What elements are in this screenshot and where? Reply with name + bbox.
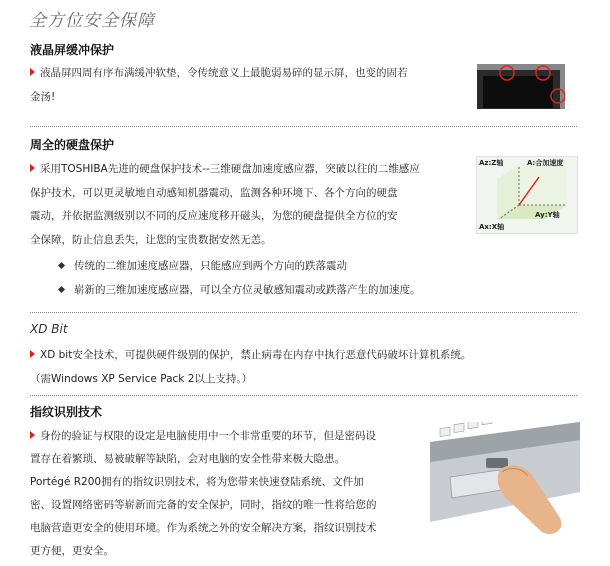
divider bbox=[30, 126, 577, 127]
lcd-paragraph bbox=[30, 62, 470, 109]
red-arrow-icon bbox=[30, 350, 35, 358]
diagram-label-ay: Ay:Y轴 bbox=[535, 211, 560, 219]
hdd-line: 采用TOSHIBA先进的硬盘保护技术--三维硬盘加速度感应器，突破以往的二维感应 bbox=[40, 163, 420, 175]
finger-line: Portégé R200拥有的指纹识别技术，将为您带来快速登陆系统、文件加 bbox=[30, 476, 364, 488]
red-arrow-icon bbox=[30, 431, 35, 439]
diagram-label-a: A:合加速度 bbox=[527, 159, 564, 167]
hdd-bullet bbox=[59, 258, 347, 274]
hdd-bullet-text: 崭新的三维加速度感应器，可以全方位灵敏感知震动或跌落产生的加速度。 bbox=[74, 284, 421, 296]
hdd-bullet bbox=[59, 282, 421, 298]
xd-paragraph bbox=[30, 344, 590, 391]
lcd-line: 液晶屏四周有序布满缓冲软垫，令传统意义上最脆弱易碎的显示屏，也变的固若 bbox=[40, 67, 408, 79]
finger-line: 密、设置网络密码等崭新而完备的安全保护，同时，指纹的唯一性将给您的 bbox=[30, 499, 377, 511]
finger-paragraph bbox=[30, 425, 430, 563]
finger-line: 置存在着繁琐、易被破解等缺陷，会对电脑的安全性带来极大隐患。 bbox=[30, 453, 345, 465]
diamond-bullet-icon bbox=[58, 261, 65, 268]
finger-line: 身份的验证与权限的设定是电脑使用中一个非常重要的环节，但是密码设 bbox=[40, 430, 376, 442]
finger-heading: 指纹识别技术 bbox=[30, 405, 103, 419]
diagram-label-ax: Ax:X轴 bbox=[479, 223, 505, 231]
finger-line: 电脑营造更安全的使用环境。作为系统之外的安全解决方案，指纹识别技术 bbox=[30, 522, 377, 534]
lcd-cushion-image bbox=[475, 64, 565, 112]
diagram-label-az: Az:Z轴 bbox=[479, 159, 504, 167]
red-arrow-icon bbox=[30, 68, 35, 76]
accelerometer-3d-diagram bbox=[476, 156, 578, 234]
divider bbox=[30, 395, 577, 396]
finger-line: 更方便，更安全。 bbox=[30, 545, 114, 557]
hdd-line: 震动，并依据监测级别以不同的反应速度移开磁头，为您的硬盘提供全方位的安 bbox=[30, 210, 398, 222]
divider bbox=[30, 312, 577, 313]
fingerprint-reader-image bbox=[430, 422, 580, 540]
red-arrow-icon bbox=[30, 164, 35, 172]
lcd-line: 金汤! bbox=[30, 90, 56, 103]
page-title: 全方位安全保障 bbox=[29, 11, 155, 31]
xd-heading: XD Bit bbox=[30, 322, 68, 336]
xd-line: （需Windows XP Service Pack 2以上支持。） bbox=[30, 372, 253, 385]
diamond-bullet-icon bbox=[58, 285, 65, 292]
hdd-paragraph bbox=[30, 158, 470, 252]
hdd-line: 保护技术，可以更灵敏地自动感知机器震动，监测各种环境下、各个方向的硬盘 bbox=[30, 186, 398, 199]
hdd-heading: 周全的硬盘保护 bbox=[30, 138, 115, 152]
lcd-heading: 液晶屏缓冲保护 bbox=[30, 43, 115, 57]
hdd-bullet-text: 传统的二维加速度感应器，只能感应到两个方向的跌落震动 bbox=[74, 260, 347, 272]
xd-line: XD bit安全技术，可提供硬件级别的保护，禁止病毒在内存中执行恶意代码破坏计算机系统。 bbox=[40, 349, 472, 361]
hdd-line: 全保障，防止信息丢失，让您的宝贵数据安然无恙。 bbox=[30, 233, 272, 246]
